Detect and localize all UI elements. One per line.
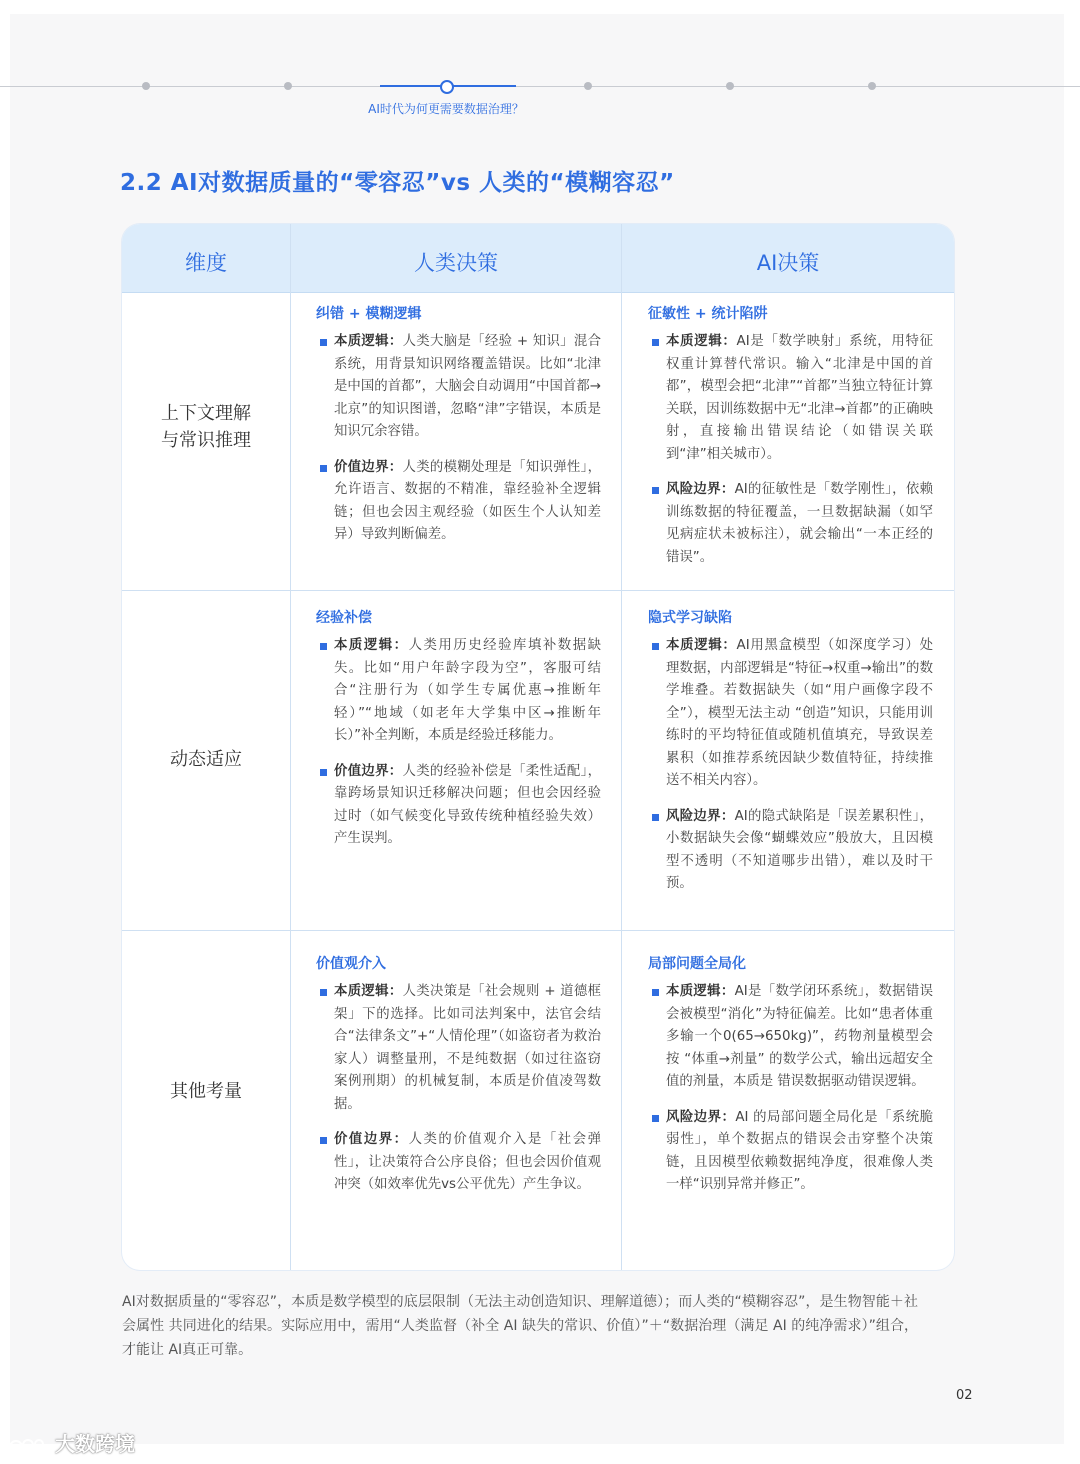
header-human: 人类决策 xyxy=(414,251,498,275)
column-divider xyxy=(290,224,291,1270)
cell-title: 价值观介入 xyxy=(316,956,386,972)
bullet-point: 本质逻辑：人类大脑是「经验 + 知识」混合系统，用背景知识网络覆盖错误。比如“北津是中国的首都”，大脑会自动调用“中国首都→北京”的知识图谱，忽略“津”字错误，本质是 知识冗余容错。 xyxy=(316,331,601,444)
watermark xyxy=(8,1428,135,1457)
bullet-point: 本质逻辑：AI是「数学映射」系统，用特征权重计算替代常识。输入“北津是中国的首都”，模型会把“北津”“首都”当独立特征计算关联，因训练数据中无“北津→首都”的正确映射，直接输出错误结论（如错误关联到“津”相关城市）。 xyxy=(648,331,933,466)
bullet-point: 价值边界：人类的价值观介入是「社会弹性」，让决策符合公序良俗；但也会因价值观冲突（如效率优先vs公平优先）产生争议。 xyxy=(316,1129,601,1197)
bullet-point: 风险边界：AI 的局部问题全局化是「系统脆弱性」，单个数据点的错误会击穿整个决策链，且因模型依赖数据纯净度，很难像人类一样“识别异常并修正”。 xyxy=(648,1107,933,1197)
human-cell xyxy=(316,304,601,560)
ai-cell xyxy=(648,304,933,582)
row-divider xyxy=(122,590,954,591)
header-ai: AI决策 xyxy=(756,251,820,275)
watermark-text: 大数跨境 xyxy=(54,1432,135,1456)
human-cell xyxy=(316,608,601,864)
timeline-dot xyxy=(142,82,150,90)
human-cell xyxy=(316,954,601,1210)
bullet-point: 价值边界：人类的经验补偿是「柔性适配」，靠跨场景知识迁移解决问题；但也会因经验过时（如气候变化导致传统种植经验失效）产生误判。 xyxy=(316,761,601,851)
cell-title: 纠错 + 模糊逻辑 xyxy=(316,306,422,322)
bullet-point: 本质逻辑：AI用黑盒模型（如深度学习）处理数据，内部逻辑是“特征→权重→输出”的数学堆叠。若数据缺失（如“用户画像字段不全”），模型无法主动 “创造”知识，只能用训练时的平均特征值或随机值填充，导致误差累积（如推荐系统因缺少数值特征，持续推送不相关内容）。 xyxy=(648,635,933,793)
ai-cell xyxy=(648,608,933,909)
bullet-point: 风险边界：AI的隐式缺陷是「误差累积性」，小数据缺失会像“蝴蝶效应”般放大，且因模型不透明（不知道哪步出错），难以及时干预。 xyxy=(648,806,933,896)
bullet-point: 本质逻辑：人类决策是「社会规则 + 道德框架」下的选择。比如司法判案中，法官会结合“法律条文”+“人情伦理”（如盗窃者为救治家人）调整量刑，不是纯数据（如过往盗窃案例刑期）的机械复制，本质是价值凌驾数据。 xyxy=(316,981,601,1116)
chapter-subtitle: AI时代为何更需要数据治理？ xyxy=(368,102,524,116)
bullet-point: 本质逻辑：人类用历史经验库填补数据缺失。比如“用户年龄字段为空”，客服可结合“注册行为（如学生专属优惠→推断年轻）”“地域（如老年大学集中区→推断年长）”补全判断，本质是经验迁移能力。 xyxy=(316,635,601,748)
table-header xyxy=(122,224,954,293)
row-dimension: 上下文理解 与常识推理 xyxy=(161,403,251,451)
section-title: 2.2 AI对数据质量的“零容忍”vs 人类的“模糊容忍” xyxy=(120,170,675,196)
column-divider xyxy=(621,224,622,1270)
row-dimension: 其他考量 xyxy=(170,1081,242,1102)
row-dimension: 动态适应 xyxy=(170,749,242,770)
section-timeline xyxy=(0,86,1080,88)
cell-title: 经验补偿 xyxy=(316,610,372,626)
timeline-dot xyxy=(584,82,592,90)
timeline-dot xyxy=(284,82,292,90)
summary-paragraph: AI对数据质量的“零容忍”，本质是数学模型的底层限制（无法主动创造知识、理解道德）；而人类的“模糊容忍”，是生物智能＋社会属性 共同进化的结果。实际应用中，需用“人类监督（补全 AI 缺失的常识、价值）”＋“数据治理（满足 AI 的纯净需求）”组合，才能让 AI真正可靠。 xyxy=(122,1294,918,1358)
ai-cell xyxy=(648,954,933,1210)
page-number: 02 xyxy=(956,1388,973,1403)
timeline-dot xyxy=(726,82,734,90)
bullet-point: 风险边界：AI的征敏性是「数学刚性」，依赖训练数据的特征覆盖，一旦数据缺漏（如罕见病症状未被标注），就会输出“一本正经的错误”。 xyxy=(648,479,933,569)
header-dimension: 维度 xyxy=(185,251,227,275)
row-divider xyxy=(122,930,954,931)
cell-title: 局部问题全局化 xyxy=(648,956,746,972)
bullet-point: 本质逻辑：AI是「数学闭环系统」，数据错误会被模型“消化”为特征偏差。比如“患者体重多输一个0(65→650kg)”，药物剂量模型会按 “体重→剂量” 的数学公式，输出远超安全值的剂量，本质是 错误数据驱动错误逻辑。 xyxy=(648,981,933,1094)
comparison-table xyxy=(122,224,954,1270)
cell-title: 征敏性 + 统计陷阱 xyxy=(648,306,768,322)
watermark-logo-icon xyxy=(8,1435,48,1457)
timeline-dot-current xyxy=(440,80,454,94)
cell-title: 隐式学习缺陷 xyxy=(648,610,732,626)
timeline-dot xyxy=(868,82,876,90)
bullet-point: 价值边界：人类的模糊处理是「知识弹性」，允许语言、数据的不精准，靠经验补全逻辑链；但也会因主观经验（如医生个人认知差异）导致判断偏差。 xyxy=(316,457,601,547)
timeline-line xyxy=(0,86,1080,87)
